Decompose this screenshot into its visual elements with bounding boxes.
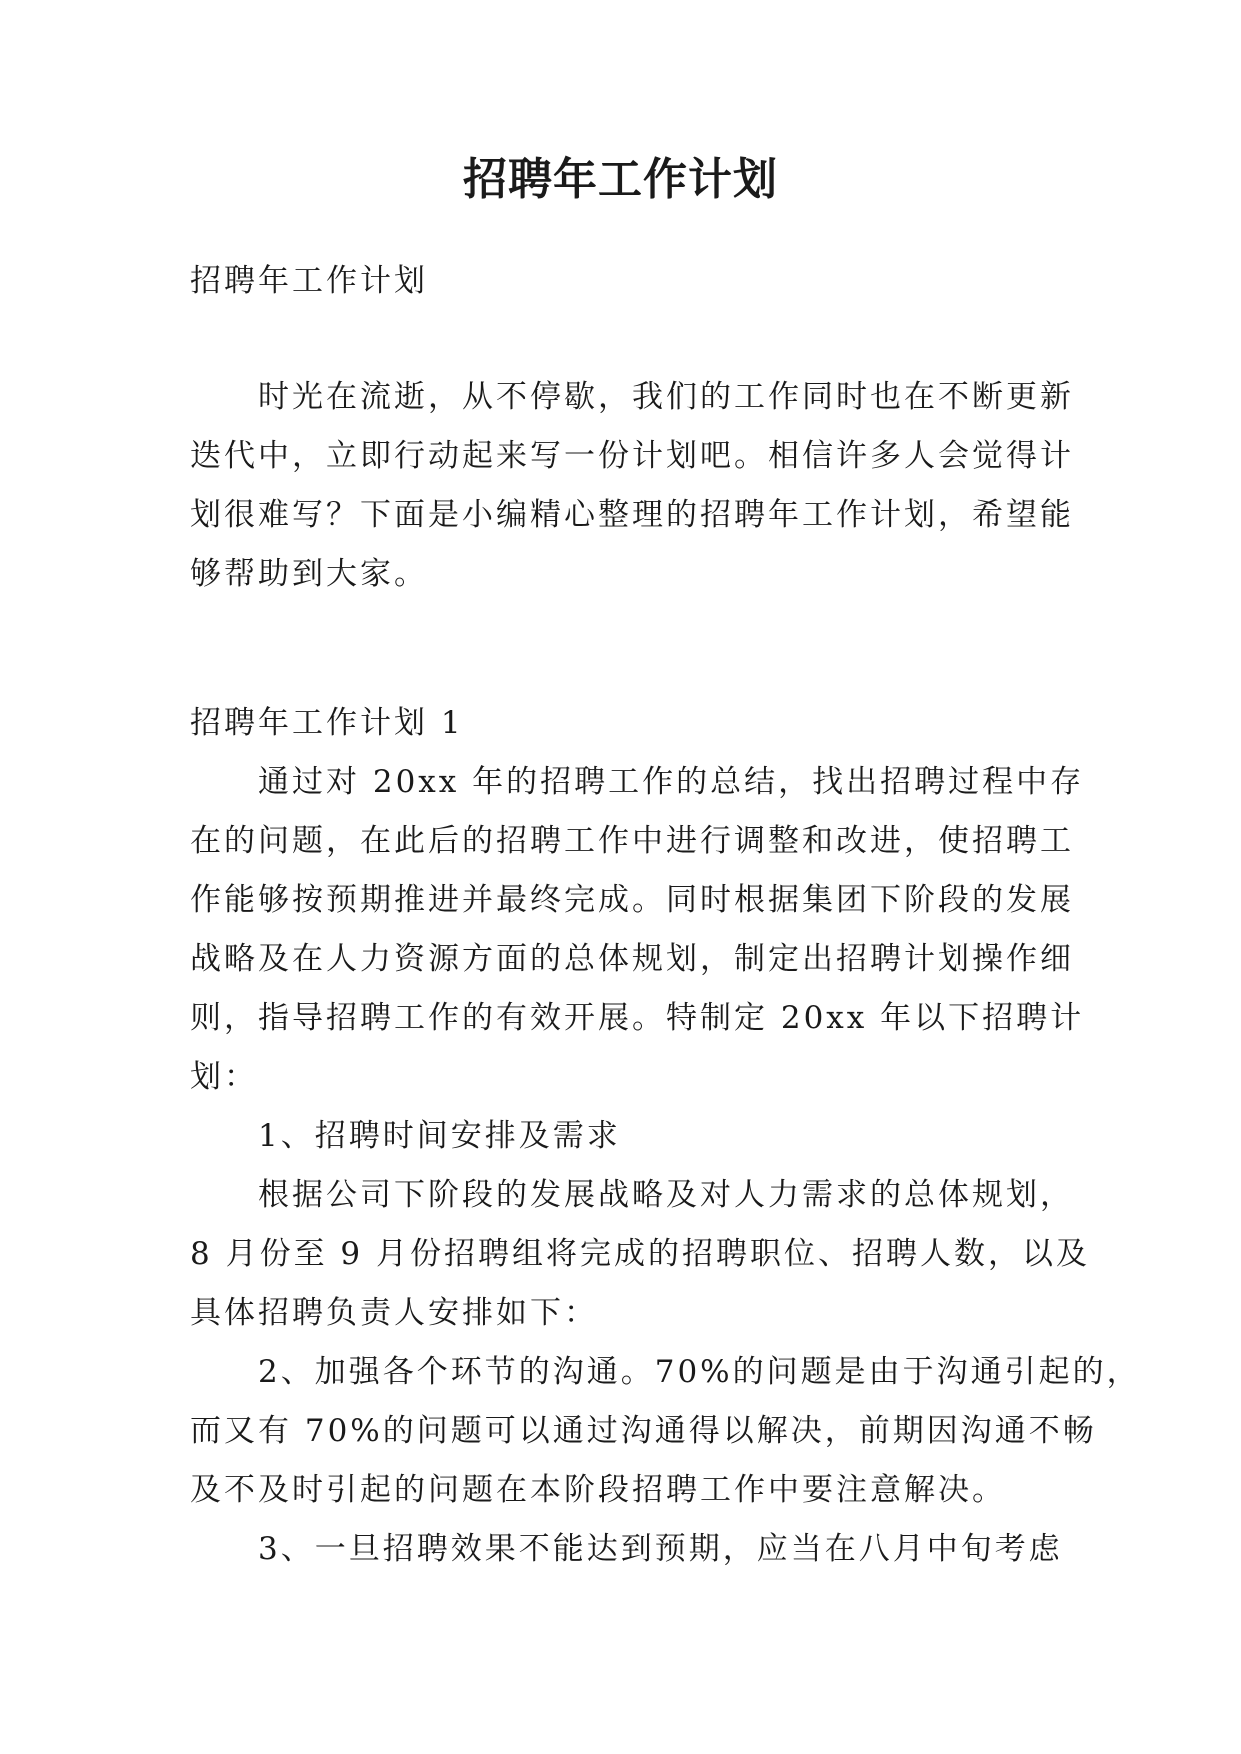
paragraph-line: 而又有 70%的问题可以通过沟通得以解决，前期因沟通不畅 xyxy=(190,1413,1097,1449)
paragraph-line: 8 月份至 9 月份招聘组将完成的招聘职位、招聘人数，以及 xyxy=(190,1236,1091,1272)
paragraph-line: 作能够按预期推进并最终完成。同时根据集团下阶段的发展 xyxy=(190,882,1074,918)
list-item-line: 3、一旦招聘效果不能达到预期，应当在八月中旬考虑 xyxy=(258,1531,1063,1567)
section-1 xyxy=(190,694,1141,1579)
paragraph-line: 具体招聘负责人安排如下： xyxy=(190,1295,598,1331)
paragraph-line: 根据公司下阶段的发展战略及对人力需求的总体规划， xyxy=(258,1177,1074,1213)
paragraph-line: 够帮助到大家。 xyxy=(190,556,428,592)
paragraph-line: 则，指导招聘工作的有效开展。特制定 20xx 年以下招聘计 xyxy=(190,1000,1085,1036)
paragraph-line: 及不及时引起的问题在本阶段招聘工作中要注意解决。 xyxy=(190,1472,1006,1508)
document-title: 招聘年工作计划 xyxy=(463,154,778,205)
paragraph-line: 划很难写？下面是小编精心整理的招聘年工作计划，希望能 xyxy=(190,497,1074,533)
paragraph-line: 战略及在人力资源方面的总体规划，制定出招聘计划操作细 xyxy=(190,941,1074,977)
list-item-heading: 1、招聘时间安排及需求 xyxy=(258,1118,621,1154)
paragraph-line: 划： xyxy=(190,1059,258,1095)
subtitle-block xyxy=(190,252,1052,311)
paragraph-line: 迭代中，立即行动起来写一份计划吧。相信许多人会觉得计 xyxy=(190,438,1074,474)
list-item-line: 2、加强各个环节的沟通。70%的问题是由于沟通引起的， xyxy=(258,1354,1141,1390)
section-heading: 招聘年工作计划 1 xyxy=(190,705,464,741)
paragraph-line: 时光在流逝，从不停歇，我们的工作同时也在不断更新 xyxy=(258,379,1074,415)
paragraph-line: 在的问题，在此后的招聘工作中进行调整和改进，使招聘工 xyxy=(190,823,1074,859)
paragraph-line: 通过对 20xx 年的招聘工作的总结，找出招聘过程中存 xyxy=(258,764,1085,800)
intro-paragraph xyxy=(190,368,1074,604)
subtitle: 招聘年工作计划 xyxy=(190,263,428,299)
